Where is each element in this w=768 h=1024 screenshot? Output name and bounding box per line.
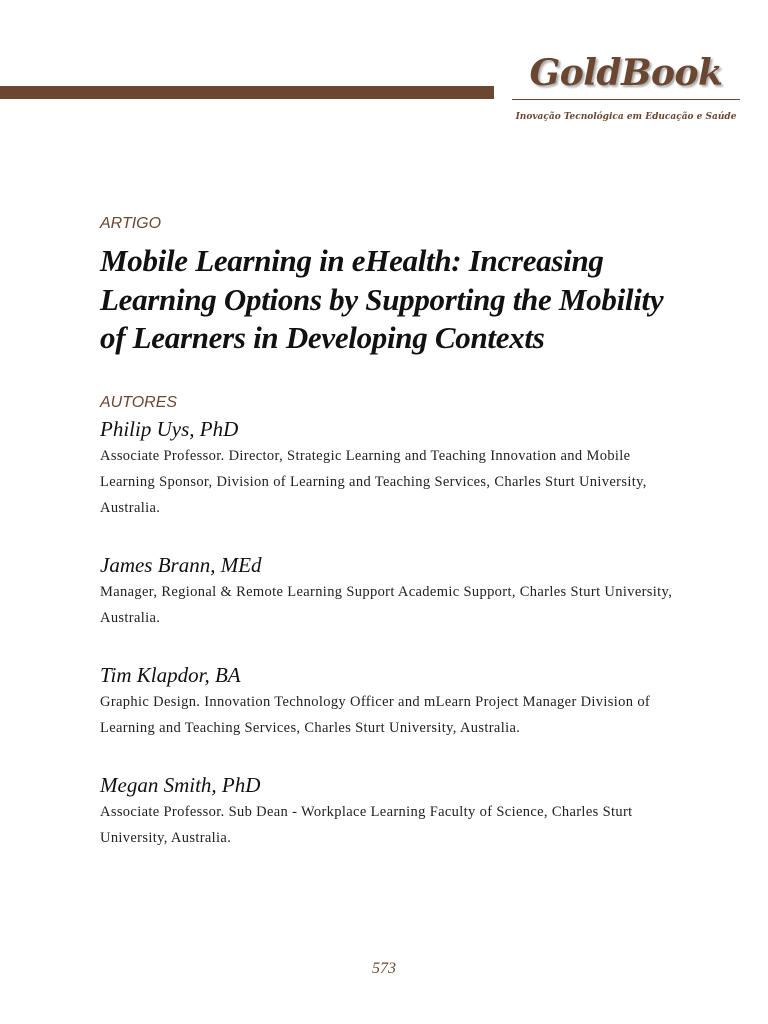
author-name: Philip Uys, PhD: [100, 416, 239, 441]
author-entry: [100, 771, 680, 851]
author-entry: [100, 551, 680, 631]
author-affiliation: Graphic Design. Innovation Technology Officer and mLearn Project Manager Division of Learning and Teaching Services, Charles Sturt University, Australia.: [100, 693, 651, 736]
brand-divider: [512, 99, 740, 100]
article-title: Mobile Learning in eHealth: Increasing Learning Options by Supporting the Mobility of Learners in Developing Contexts: [100, 243, 664, 355]
author-name: James Brann, MEd: [100, 552, 262, 577]
page-number: 573: [372, 960, 396, 977]
section-label: ARTIGO: [100, 215, 162, 232]
author-affiliation: Associate Professor. Sub Dean - Workplace Learning Faculty of Science, Charles Sturt University, Australia.: [100, 803, 633, 846]
author-affiliation: Manager, Regional & Remote Learning Support Academic Support, Charles Sturt University, Australia.: [100, 583, 673, 626]
article-content: [100, 212, 680, 851]
author-affiliation: Associate Professor. Director, Strategic Learning and Teaching Innovation and Mobile Learning Sponsor, Division of Learning and Teaching Services, Charles Sturt University, Australia.: [100, 447, 647, 516]
author-entry: [100, 415, 680, 521]
author-name: Megan Smith, PhD: [100, 772, 261, 797]
author-name: Tim Klapdor, BA: [100, 662, 241, 687]
brand-logo: GoldBook: [529, 52, 723, 94]
header-bar: [0, 86, 494, 99]
brand-subtitle: Inovação Tecnológica em Educação e Saúde: [515, 112, 737, 122]
authors-label: AUTORES: [100, 393, 178, 411]
brand-block: [512, 48, 740, 98]
author-entry: [100, 661, 680, 741]
